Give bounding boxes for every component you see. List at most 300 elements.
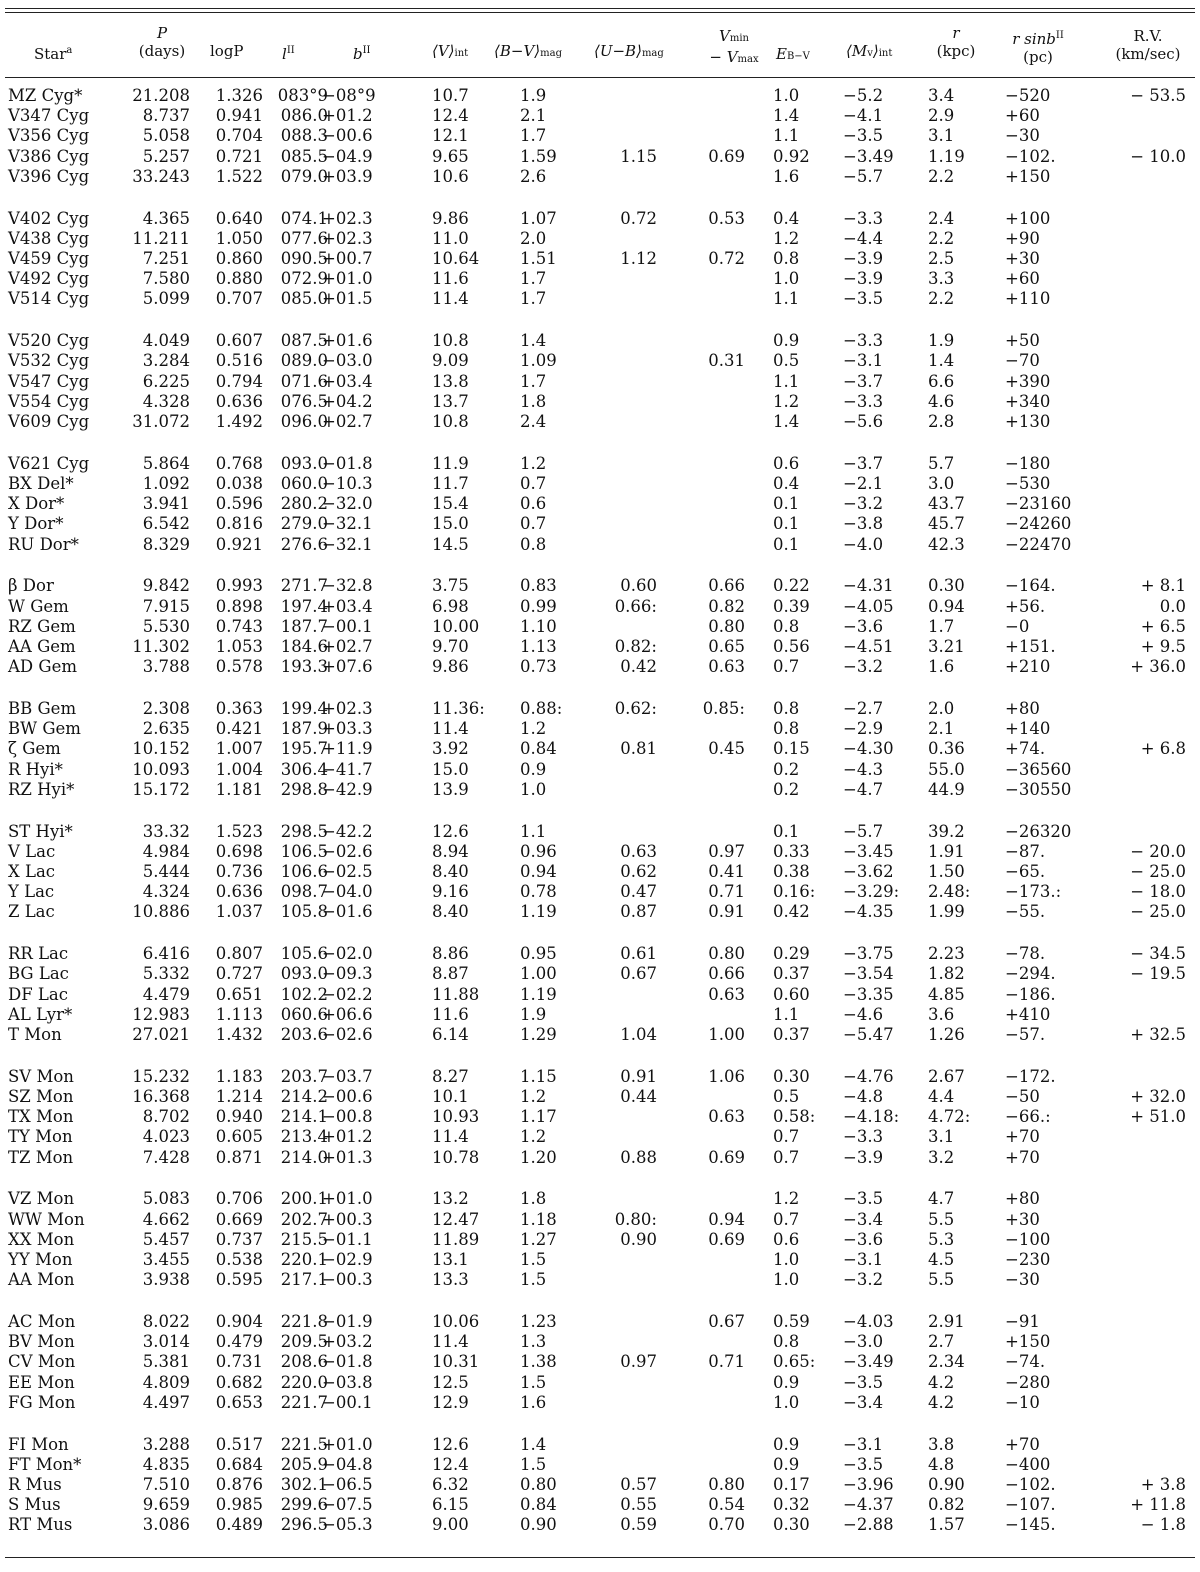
- distance: 2.1: [928, 719, 955, 739]
- amplitude: 0.41: [708, 862, 745, 881]
- distance: 42.3: [928, 534, 965, 554]
- z-height: −145.: [1005, 1515, 1056, 1535]
- galactic-latitude: −01.8: [322, 1352, 373, 1372]
- galactic-latitude: +01.5: [322, 289, 373, 309]
- log-period: 0.940: [215, 1107, 263, 1127]
- color-excess: 0.1: [773, 514, 800, 534]
- radial-velocity: − 25.0: [1130, 862, 1186, 881]
- period: 5.457: [142, 1229, 190, 1249]
- star-name: RZ Gem: [8, 616, 76, 636]
- star-name: V438 Cyg: [8, 228, 90, 248]
- z-height: +50: [1005, 331, 1040, 351]
- log-period: 0.682: [215, 1372, 263, 1392]
- distance: 2.34: [928, 1352, 965, 1372]
- distance: 0.90: [928, 1475, 965, 1494]
- log-period: 0.605: [215, 1127, 263, 1147]
- absolute-mag: −3.1: [843, 351, 884, 371]
- period: 4.497: [142, 1392, 190, 1412]
- galactic-longitude: 193.3: [280, 657, 328, 677]
- star-name: W Gem: [8, 596, 69, 616]
- b-v-color: 1.8: [520, 1189, 547, 1209]
- radial-velocity: + 3.8: [1140, 1475, 1186, 1494]
- color-excess: 0.7: [773, 1127, 800, 1147]
- absolute-mag: −3.6: [843, 1229, 884, 1249]
- distance: 1.82: [928, 964, 965, 984]
- log-period: 0.698: [215, 841, 263, 861]
- galactic-longitude: 221.8: [280, 1312, 328, 1331]
- galactic-latitude: −05.3: [322, 1515, 373, 1535]
- mean-v-mag: 9.09: [432, 351, 469, 371]
- absolute-mag: −4.03: [843, 1312, 894, 1331]
- z-height: +30: [1005, 1209, 1040, 1229]
- star-name: BB Gem: [8, 699, 77, 718]
- color-excess: 0.5: [773, 1087, 800, 1106]
- b-v-color: 0.73: [520, 657, 557, 677]
- radial-velocity: + 8.1: [1140, 576, 1186, 596]
- b-v-color: 1.7: [520, 126, 547, 146]
- period: 4.324: [142, 882, 190, 902]
- color-excess: 0.37: [773, 1025, 810, 1044]
- z-height: +60: [1005, 269, 1040, 289]
- log-period: 0.993: [215, 576, 263, 596]
- color-excess: 1.1: [773, 126, 800, 146]
- distance: 3.21: [928, 637, 965, 656]
- mean-v-mag: 9.86: [432, 657, 469, 677]
- mean-v-mag: 6.14: [432, 1025, 469, 1044]
- z-height: −91: [1005, 1312, 1040, 1331]
- z-height: +140: [1005, 719, 1051, 739]
- mean-v-mag: 6.98: [432, 596, 469, 616]
- log-period: 0.707: [215, 289, 263, 309]
- log-period: 0.421: [215, 719, 263, 739]
- galactic-longitude: 090.5: [280, 249, 328, 268]
- absolute-mag: −4.37: [843, 1495, 894, 1515]
- b-v-color: 1.2: [520, 1127, 547, 1147]
- amplitude: 0.97: [708, 841, 745, 861]
- absolute-mag: −3.49: [843, 146, 894, 166]
- galactic-latitude: −04.9: [322, 146, 373, 166]
- distance: 4.72:: [928, 1107, 971, 1127]
- period: 6.416: [142, 944, 190, 964]
- z-height: −10: [1005, 1392, 1040, 1412]
- period: 4.809: [142, 1372, 190, 1392]
- galactic-longitude: 220.1: [280, 1250, 328, 1269]
- absolute-mag: −4.8: [843, 1087, 884, 1106]
- b-v-color: 1.4: [520, 1434, 547, 1454]
- period: 5.864: [142, 453, 190, 473]
- amplitude: 0.71: [708, 882, 745, 902]
- galactic-longitude: 296.5: [280, 1515, 328, 1535]
- u-b-color: 0.60: [620, 576, 657, 596]
- galactic-longitude: 220.0: [280, 1372, 328, 1392]
- galactic-longitude: 217.1: [280, 1270, 328, 1290]
- z-height: +130: [1005, 412, 1051, 431]
- z-height: −30: [1005, 126, 1040, 146]
- distance: 2.2: [928, 228, 955, 248]
- distance: 4.8: [928, 1454, 955, 1474]
- star-name: β Dor: [8, 576, 54, 596]
- table-row: [0, 86, 1200, 106]
- z-height: −400: [1005, 1454, 1051, 1474]
- star-name: RT Mus: [8, 1515, 73, 1535]
- b-v-color: 1.00: [520, 964, 557, 984]
- table-row: [0, 985, 1200, 1005]
- absolute-mag: −4.1: [843, 106, 884, 126]
- distance: 2.5: [928, 249, 955, 268]
- galactic-latitude: +01.0: [322, 269, 373, 289]
- color-excess: 0.9: [773, 1454, 800, 1474]
- mean-v-mag: 11.89: [432, 1229, 480, 1249]
- z-height: −24260: [1005, 514, 1072, 534]
- galactic-latitude: +01.0: [322, 1189, 373, 1209]
- z-height: −164.: [1005, 576, 1056, 596]
- table-row: [0, 1087, 1200, 1107]
- mean-v-mag: 13.9: [432, 779, 469, 799]
- mean-v-mag: 11.4: [432, 1127, 469, 1147]
- b-v-color: 1.27: [520, 1229, 557, 1249]
- mean-v-mag: 10.78: [432, 1147, 480, 1167]
- period: 31.072: [132, 412, 190, 431]
- galactic-latitude: +04.2: [322, 391, 373, 411]
- period: 16.368: [132, 1087, 190, 1106]
- z-height: +80: [1005, 1189, 1040, 1209]
- table-row: [0, 719, 1200, 739]
- distance: 39.2: [928, 821, 965, 841]
- mean-v-mag: 3.92: [432, 739, 469, 759]
- b-v-color: 1.09: [520, 351, 557, 371]
- absolute-mag: −3.3: [843, 1127, 884, 1147]
- mean-v-mag: 12.5: [432, 1372, 469, 1392]
- mean-v-mag: 12.6: [432, 821, 469, 841]
- log-period: 0.736: [215, 862, 263, 881]
- distance: 4.2: [928, 1372, 955, 1392]
- z-height: +90: [1005, 228, 1040, 248]
- table-row: [0, 1393, 1200, 1413]
- period: 33.243: [132, 166, 190, 186]
- amplitude: 1.06: [708, 1066, 745, 1086]
- z-height: −30550: [1005, 779, 1072, 799]
- b-v-color: 1.23: [520, 1312, 557, 1331]
- star-name: X Dor*: [8, 494, 65, 514]
- galactic-longitude: 187.7: [280, 616, 328, 636]
- star-name: AL Lyr*: [8, 1004, 73, 1024]
- radial-velocity: + 9.5: [1140, 637, 1186, 656]
- log-period: 1.007: [215, 739, 263, 759]
- period: 10.886: [132, 902, 190, 922]
- absolute-mag: −3.4: [843, 1209, 884, 1229]
- absolute-mag: −3.29:: [843, 882, 900, 902]
- table-row: [0, 964, 1200, 984]
- table-row: [0, 1005, 1200, 1025]
- absolute-mag: −4.0: [843, 534, 884, 554]
- mean-v-mag: 13.1: [432, 1250, 469, 1269]
- mean-v-mag: 9.00: [432, 1515, 469, 1535]
- galactic-longitude: 213.4: [280, 1127, 328, 1147]
- table-row: [0, 1230, 1200, 1250]
- galactic-latitude: −00.3: [322, 1270, 373, 1290]
- period: 4.662: [142, 1209, 190, 1229]
- period: 3.788: [142, 657, 190, 677]
- table-row: [0, 392, 1200, 412]
- distance: 1.6: [928, 657, 955, 677]
- log-period: 0.038: [215, 474, 263, 493]
- log-period: 0.921: [215, 534, 263, 554]
- absolute-mag: −3.4: [843, 1392, 884, 1412]
- galactic-latitude: +00.3: [322, 1209, 373, 1229]
- galactic-latitude: −10.3: [322, 474, 373, 493]
- z-height: +151.: [1005, 637, 1056, 656]
- distance: 5.3: [928, 1229, 955, 1249]
- z-height: +60: [1005, 106, 1040, 126]
- galactic-latitude: −32.8: [322, 576, 373, 596]
- absolute-mag: −3.62: [843, 862, 894, 881]
- u-b-color: 0.55: [620, 1495, 657, 1515]
- galactic-longitude: 203.6: [280, 1025, 328, 1044]
- log-period: 0.489: [215, 1515, 263, 1535]
- period: 7.251: [142, 249, 190, 268]
- u-b-color: 0.81: [620, 739, 657, 759]
- galactic-latitude: +02.3: [322, 228, 373, 248]
- galactic-latitude: +06.6: [322, 1004, 373, 1024]
- mean-v-mag: 9.70: [432, 637, 469, 656]
- radial-velocity: + 32.5: [1130, 1025, 1186, 1044]
- distance: 4.2: [928, 1392, 955, 1412]
- galactic-latitude: +00.7: [322, 249, 373, 268]
- b-v-color: 0.7: [520, 514, 547, 534]
- color-excess: 0.58:: [773, 1107, 816, 1127]
- b-v-color: 0.80: [520, 1475, 557, 1494]
- b-v-color: 1.18: [520, 1209, 557, 1229]
- bottom-rule: [5, 1557, 1195, 1558]
- u-b-color: 0.59: [620, 1515, 657, 1535]
- z-height: −57.: [1005, 1025, 1046, 1044]
- b-v-color: 1.59: [520, 146, 557, 166]
- color-excess: 1.1: [773, 371, 800, 391]
- distance: 1.4: [928, 351, 955, 371]
- galactic-longitude: 096.0: [280, 412, 328, 431]
- log-period: 1.053: [215, 637, 263, 656]
- table-row: [0, 269, 1200, 289]
- absolute-mag: −2.9: [843, 719, 884, 739]
- header-b: $b^{II}$: [353, 45, 371, 63]
- star-name: V386 Cyg: [8, 146, 90, 166]
- z-height: −30: [1005, 1270, 1040, 1290]
- z-height: +210: [1005, 657, 1051, 677]
- galactic-latitude: −04.0: [322, 882, 373, 902]
- z-height: +150: [1005, 166, 1051, 186]
- star-name: X Lac: [8, 862, 56, 881]
- u-b-color: 0.67: [620, 964, 657, 984]
- amplitude: 0.94: [708, 1209, 745, 1229]
- amplitude: 0.67: [708, 1312, 745, 1331]
- galactic-latitude: +01.3: [322, 1147, 373, 1167]
- absolute-mag: −4.18:: [843, 1107, 900, 1127]
- galactic-latitude: −00.6: [322, 126, 373, 146]
- color-excess: 0.8: [773, 616, 800, 636]
- mean-v-mag: 13.7: [432, 391, 469, 411]
- b-v-color: 1.5: [520, 1454, 547, 1474]
- galactic-latitude: +03.3: [322, 719, 373, 739]
- color-excess: 0.8: [773, 1332, 800, 1352]
- amplitude: 0.66: [708, 964, 745, 984]
- log-period: 0.721: [215, 146, 263, 166]
- galactic-longitude: 083°9: [277, 86, 328, 105]
- log-period: 1.523: [215, 821, 263, 841]
- galactic-longitude: 221.7: [280, 1392, 328, 1412]
- color-excess: 1.4: [773, 106, 800, 126]
- star-name: TY Mon: [8, 1127, 73, 1147]
- galactic-latitude: +02.7: [322, 637, 373, 656]
- b-v-color: 1.20: [520, 1147, 557, 1167]
- star-name: V356 Cyg: [8, 126, 90, 146]
- period: 11.211: [132, 228, 190, 248]
- table-row: [0, 535, 1200, 555]
- b-v-color: 1.29: [520, 1025, 557, 1044]
- distance: 55.0: [928, 759, 965, 779]
- mean-v-mag: 14.5: [432, 534, 469, 554]
- b-v-color: 2.6: [520, 166, 547, 186]
- galactic-latitude: −41.7: [322, 759, 373, 779]
- galactic-longitude: 306.4: [280, 759, 328, 779]
- log-period: 0.737: [215, 1229, 263, 1249]
- log-period: 0.731: [215, 1352, 263, 1372]
- u-b-color: 0.62:: [614, 699, 657, 718]
- z-height: −65.: [1005, 862, 1046, 881]
- b-v-color: 1.4: [520, 331, 547, 351]
- mean-v-mag: 12.9: [432, 1392, 469, 1412]
- table-row: [0, 1312, 1200, 1332]
- distance: 4.5: [928, 1250, 955, 1269]
- b-v-color: 0.84: [520, 1495, 557, 1515]
- u-b-color: 1.12: [620, 249, 657, 268]
- distance: 2.67: [928, 1066, 965, 1086]
- color-excess: 0.30: [773, 1066, 810, 1086]
- amplitude: 0.69: [708, 1147, 745, 1167]
- z-height: −180: [1005, 453, 1051, 473]
- galactic-longitude: 302.1: [280, 1475, 328, 1494]
- amplitude: 0.31: [708, 351, 745, 371]
- b-v-color: 1.2: [520, 719, 547, 739]
- distance: 0.30: [928, 576, 965, 596]
- galactic-latitude: −01.9: [322, 1312, 373, 1331]
- radial-velocity: − 10.0: [1130, 146, 1186, 166]
- star-name: V609 Cyg: [8, 412, 90, 431]
- amplitude: 0.80: [708, 1475, 745, 1494]
- distance: 3.1: [928, 126, 955, 146]
- mean-v-mag: 11.6: [432, 269, 469, 289]
- header-period: P (days): [138, 24, 186, 60]
- mean-v-mag: 8.27: [432, 1066, 469, 1086]
- galactic-latitude: +03.4: [322, 596, 373, 616]
- star-name: CV Mon: [8, 1352, 76, 1372]
- amplitude: 0.63: [708, 1107, 745, 1127]
- period: 7.428: [142, 1147, 190, 1167]
- galactic-longitude: 279.0: [280, 514, 328, 534]
- mean-v-mag: 10.1: [432, 1087, 469, 1106]
- table-row: [0, 229, 1200, 249]
- period: 7.510: [142, 1475, 190, 1494]
- distance: 1.9: [928, 331, 955, 351]
- radial-velocity: + 6.8: [1140, 739, 1186, 759]
- galactic-longitude: 088.3: [280, 126, 328, 146]
- star-name: V554 Cyg: [8, 391, 90, 411]
- galactic-latitude: −03.0: [322, 351, 373, 371]
- b-v-color: 1.7: [520, 289, 547, 309]
- radial-velocity: − 18.0: [1130, 882, 1186, 902]
- radial-velocity: − 34.5: [1130, 944, 1186, 964]
- star-name: SZ Mon: [8, 1087, 74, 1106]
- b-v-color: 1.19: [520, 984, 557, 1004]
- galactic-latitude: +02.7: [322, 412, 373, 431]
- table-row: [0, 780, 1200, 800]
- galactic-latitude: −32.0: [322, 494, 373, 514]
- period: 4.984: [142, 841, 190, 861]
- star-name: AC Mon: [8, 1312, 76, 1331]
- star-name: V514 Cyg: [8, 289, 90, 309]
- b-v-color: 1.17: [520, 1107, 557, 1127]
- absolute-mag: −3.5: [843, 1454, 884, 1474]
- galactic-longitude: 106.6: [280, 862, 328, 881]
- period: 11.302: [132, 637, 190, 656]
- log-period: 0.816: [215, 514, 263, 534]
- log-period: 1.214: [215, 1087, 263, 1106]
- u-b-color: 0.82:: [614, 637, 657, 656]
- star-name: SV Mon: [8, 1066, 74, 1086]
- absolute-mag: −4.30: [843, 739, 894, 759]
- z-height: −55.: [1005, 902, 1046, 922]
- galactic-latitude: −32.1: [322, 514, 373, 534]
- log-period: 1.113: [215, 1004, 263, 1024]
- galactic-longitude: 086.0: [280, 106, 328, 126]
- star-name: FG Mon: [8, 1392, 76, 1412]
- mean-v-mag: 11.7: [432, 474, 469, 493]
- color-excess: 1.2: [773, 391, 800, 411]
- mean-v-mag: 10.7: [432, 86, 469, 105]
- absolute-mag: −2.7: [843, 699, 884, 718]
- color-excess: 1.0: [773, 1270, 800, 1290]
- period: 8.737: [142, 106, 190, 126]
- header-mv: ⟨Mv⟩int: [846, 42, 893, 60]
- distance: 5.5: [928, 1270, 955, 1290]
- log-period: 0.743: [215, 616, 263, 636]
- galactic-latitude: +01.6: [322, 331, 373, 351]
- color-excess: 0.5: [773, 351, 800, 371]
- color-excess: 0.38: [773, 862, 810, 881]
- amplitude: 0.80: [708, 944, 745, 964]
- amplitude: 0.71: [708, 1352, 745, 1372]
- table-row: [0, 1475, 1200, 1495]
- galactic-latitude: −01.8: [322, 453, 373, 473]
- mean-v-mag: 15.4: [432, 494, 469, 514]
- table-row: [0, 637, 1200, 657]
- galactic-longitude: 089.0: [280, 351, 328, 371]
- absolute-mag: −3.9: [843, 1147, 884, 1167]
- star-name: YY Mon: [8, 1250, 73, 1269]
- u-b-color: 0.47: [620, 882, 657, 902]
- distance: 1.26: [928, 1025, 965, 1044]
- color-excess: 0.29: [773, 944, 810, 964]
- radial-velocity: + 11.8: [1130, 1495, 1186, 1515]
- galactic-longitude: 205.9: [280, 1454, 328, 1474]
- period: 15.232: [132, 1066, 190, 1086]
- b-v-color: 1.0: [520, 779, 547, 799]
- galactic-longitude: 072.9: [280, 269, 328, 289]
- star-name: RR Lac: [8, 944, 69, 964]
- table-row: [0, 944, 1200, 964]
- star-name: TZ Mon: [8, 1147, 74, 1167]
- absolute-mag: −3.7: [843, 453, 884, 473]
- absolute-mag: −4.4: [843, 228, 884, 248]
